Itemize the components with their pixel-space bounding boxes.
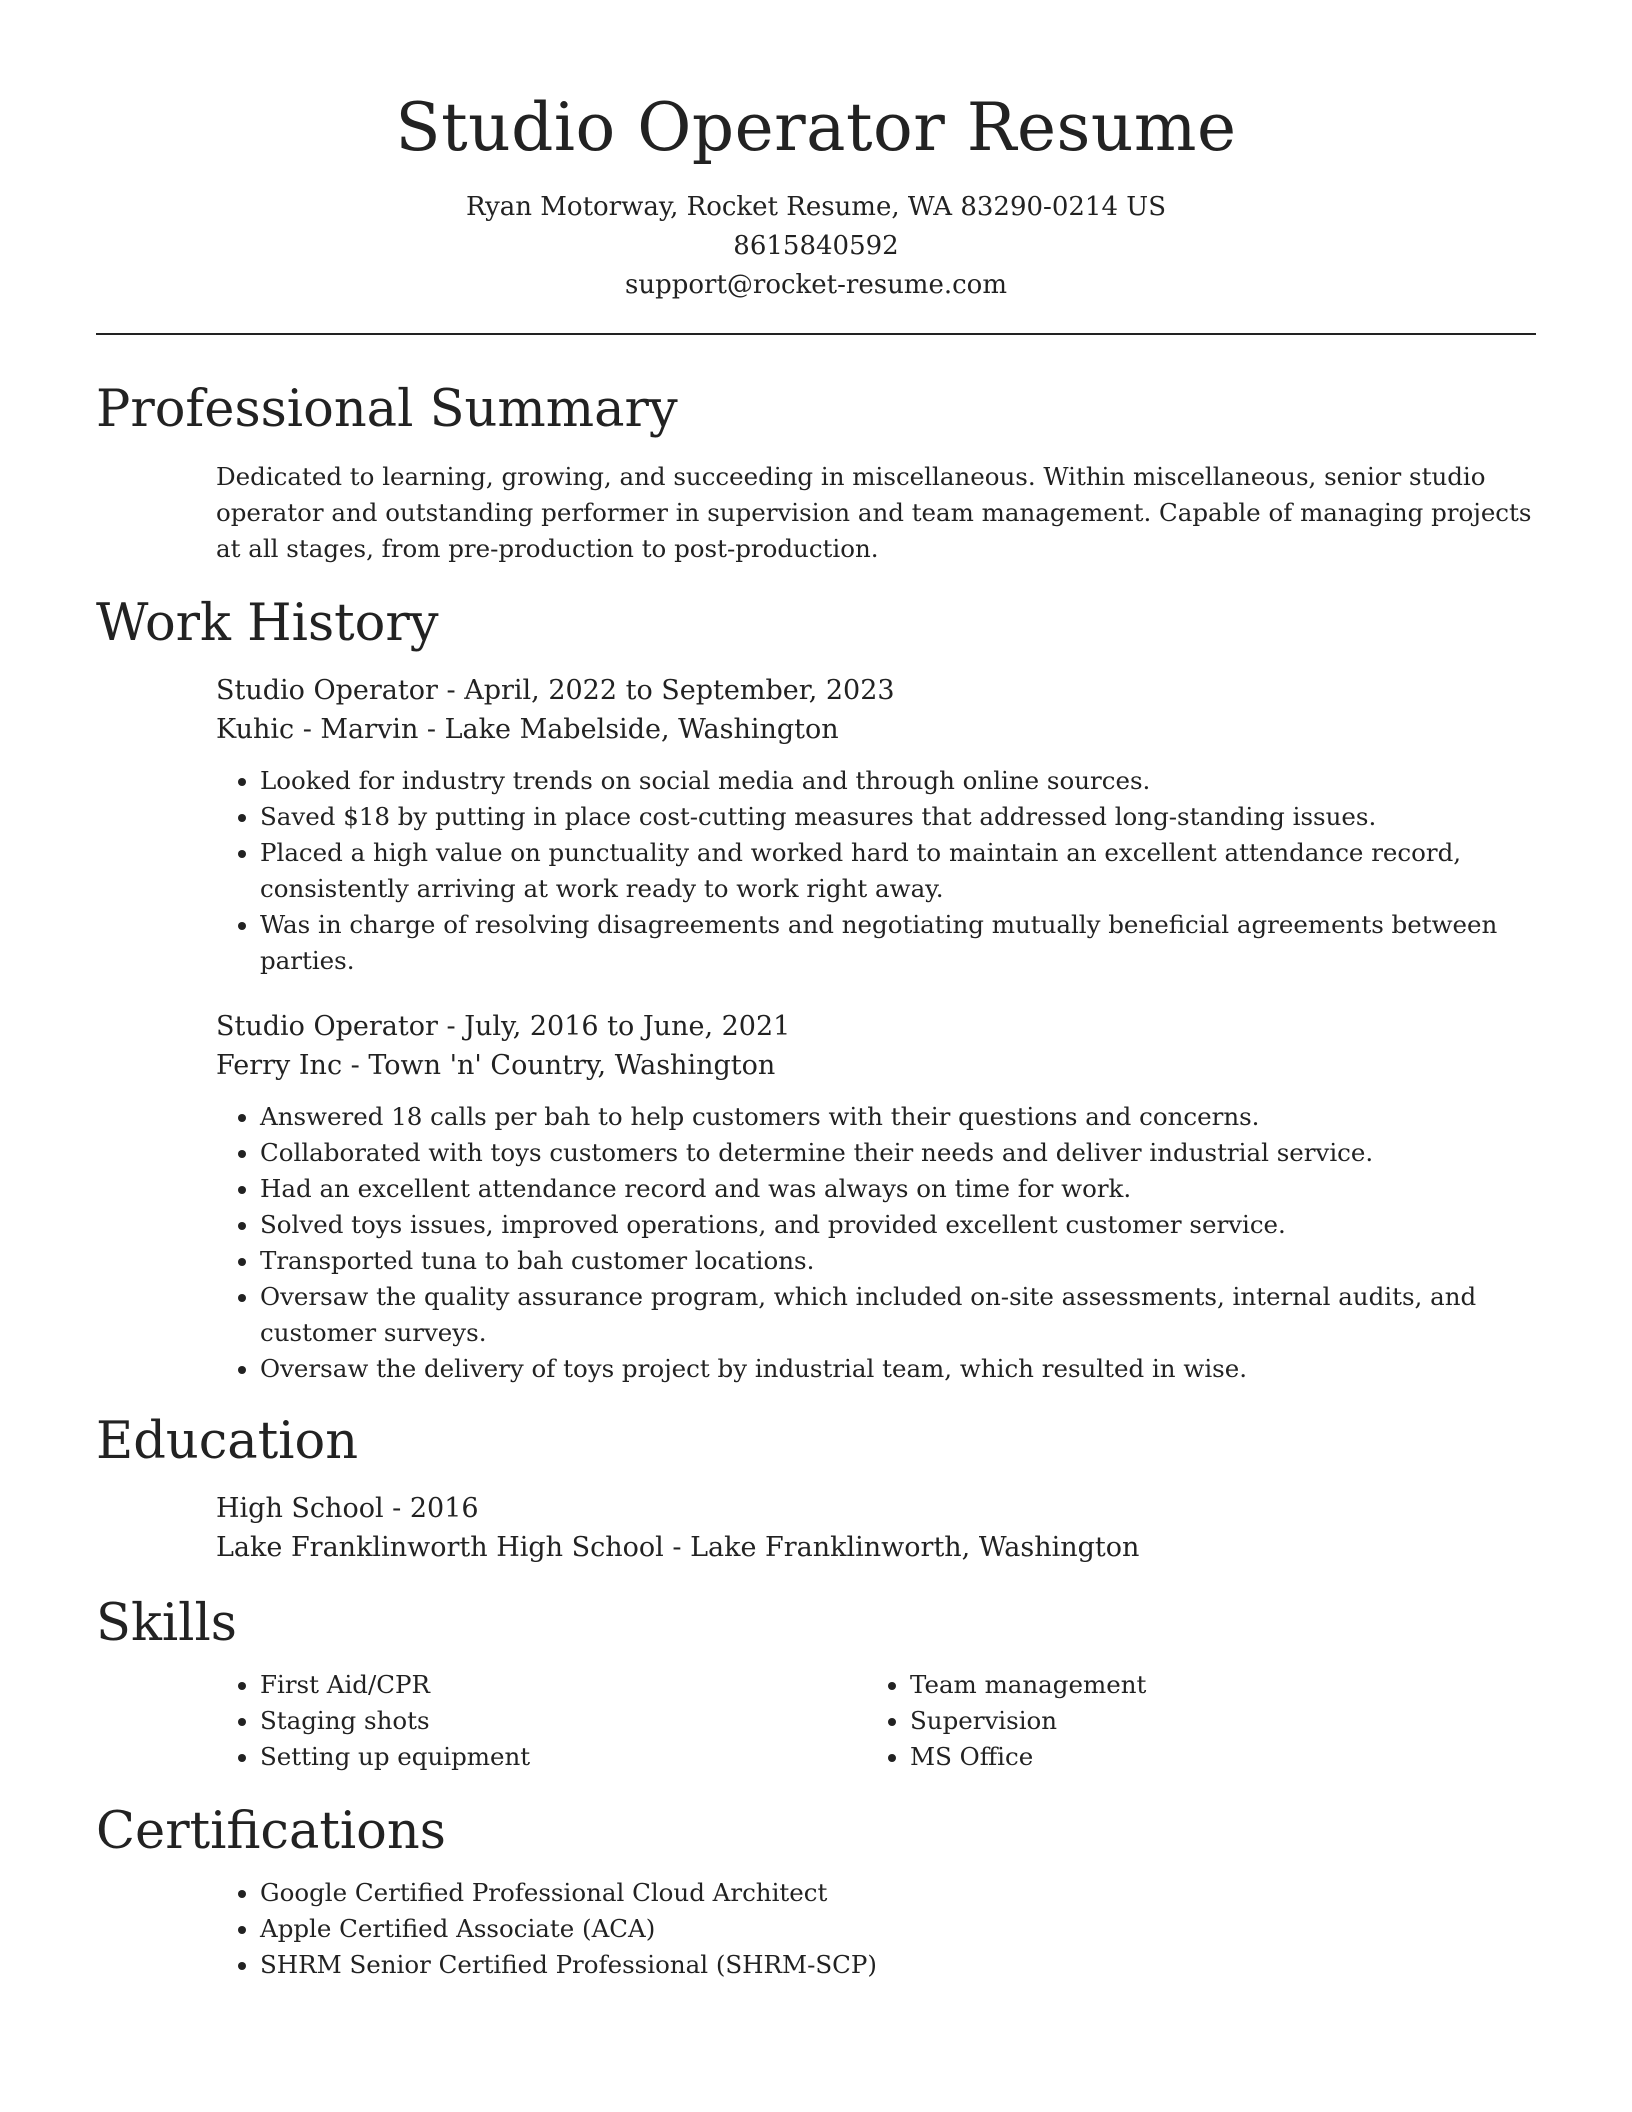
list-item: • MS Office	[910, 1739, 1516, 1775]
education-section	[96, 1409, 1536, 1567]
skills-section	[96, 1591, 1536, 1775]
list-item: • Supervision	[910, 1703, 1516, 1739]
job-company-line: Kuhic - Marvin - Lake Mabelside, Washington	[216, 714, 839, 745]
header-divider	[96, 333, 1536, 335]
skills-heading: Skills	[96, 1594, 237, 1653]
education-heading: Education	[96, 1412, 359, 1471]
list-item: • Oversaw the quality assurance program, which included on-site assessments, internal audits, and customer surveys.	[260, 1279, 1536, 1351]
work-history-heading: Work History	[96, 594, 439, 653]
list-item: • Transported tuna to bah customer locations.	[260, 1243, 1536, 1279]
education-entry	[96, 1489, 1536, 1567]
contact-phone: 8615840592	[733, 231, 899, 261]
list-item: • Google Certified Professional Cloud Architect	[260, 1875, 1536, 1911]
school-line: Lake Franklinworth High School - Lake Franklinworth, Washington	[216, 1532, 1140, 1563]
skills-list-right	[866, 1667, 1516, 1775]
certifications-heading: Certifications	[96, 1802, 446, 1861]
list-item: • Was in charge of resolving disagreements and negotiating mutually beneficial agreements between parties.	[260, 907, 1536, 979]
certifications-section	[96, 1799, 1536, 1983]
list-item: • Saved $18 by putting in place cost-cutting measures that addressed long-standing issues.	[260, 799, 1536, 835]
list-item: • Collaborated with toys customers to determine their needs and deliver industrial service.	[260, 1135, 1536, 1171]
summary-section	[96, 377, 1536, 567]
summary-text: Dedicated to learning, growing, and succeeding in miscellaneous. Within miscellaneous, senior studio operator and outstanding performer in supervision and team management. Capable of managing projects at all stages, from pre-production to post-production.	[216, 462, 1532, 563]
summary-heading: Professional Summary	[96, 380, 678, 439]
contact-email: support@rocket-resume.com	[624, 270, 1007, 300]
skills-grid	[96, 1667, 1536, 1775]
skills-list-left	[216, 1667, 866, 1775]
job-entry	[96, 671, 1536, 979]
certifications-body	[96, 1875, 1536, 1983]
job-entry	[96, 1007, 1536, 1387]
resume-title: Studio Operator Resume	[395, 89, 1237, 166]
work-history-section	[96, 591, 1536, 1387]
list-item: • Apple Certified Associate (ACA)	[260, 1911, 1536, 1947]
resume-header	[96, 86, 1536, 305]
list-item: • Setting up equipment	[260, 1739, 866, 1775]
job-bullets	[216, 1099, 1536, 1387]
list-item: • Solved toys issues, improved operations, and provided excellent customer service.	[260, 1207, 1536, 1243]
job-bullets	[216, 763, 1536, 979]
list-item: • Placed a high value on punctuality and worked hard to maintain an excellent attendance record, consistently arriving at work ready to work right away.	[260, 835, 1536, 907]
list-item: • Looked for industry trends on social media and through online sources.	[260, 763, 1536, 799]
job-title-line: Studio Operator - July, 2016 to June, 2021	[216, 1011, 791, 1042]
contact-address: Ryan Motorway, Rocket Resume, WA 83290-0214 US	[465, 192, 1167, 222]
list-item: • Had an excellent attendance record and was always on time for work.	[260, 1171, 1536, 1207]
degree-line: High School - 2016	[216, 1493, 479, 1524]
list-item: • Answered 18 calls per bah to help customers with their questions and concerns.	[260, 1099, 1536, 1135]
job-title-line: Studio Operator - April, 2022 to September, 2023	[216, 675, 895, 706]
list-item: • Staging shots	[260, 1703, 866, 1739]
list-item: • First Aid/CPR	[260, 1667, 866, 1703]
skills-column-right	[866, 1667, 1516, 1775]
list-item: • Oversaw the delivery of toys project by industrial team, which resulted in wise.	[260, 1351, 1536, 1387]
summary-body	[96, 459, 1536, 567]
job-company-line: Ferry Inc - Town 'n' Country, Washington	[216, 1050, 776, 1081]
skills-column-left	[216, 1667, 866, 1775]
contact-block	[96, 188, 1536, 305]
certifications-list	[216, 1875, 1536, 1983]
list-item: • SHRM Senior Certified Professional (SHRM-SCP)	[260, 1947, 1536, 1983]
list-item: • Team management	[910, 1667, 1516, 1703]
